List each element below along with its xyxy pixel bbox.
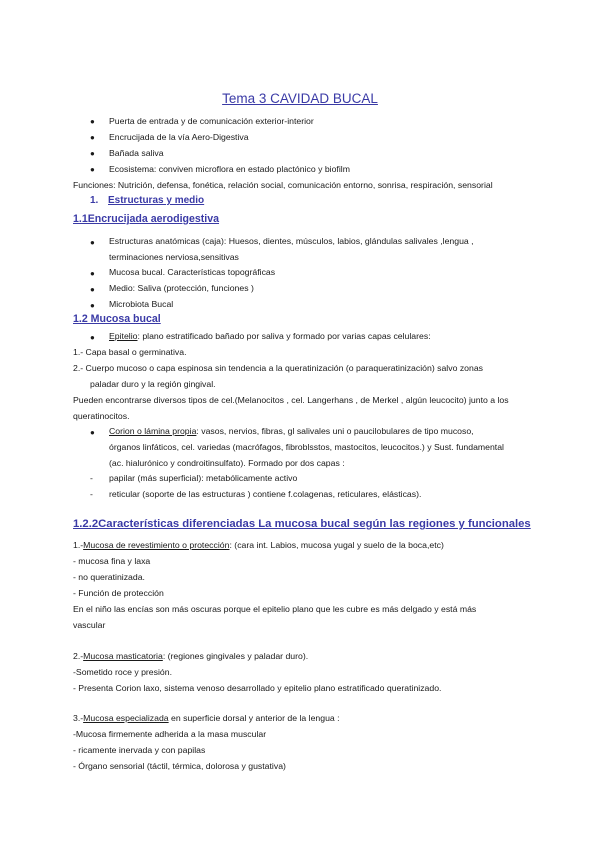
corion-description: : vasos, nervios, fibras, gl salivales uni o paucilobulares de tipo mucoso, [196,426,474,436]
bullet-icon: ● [90,149,95,158]
subsection-1-2-heading: 1.2 Mucosa bucal [73,313,161,325]
capa-basal: 1.- Capa basal o germinativa. [73,347,187,357]
intro-bullet-4: Ecosistema: conviven microflora en estado plactónico y biofilm [109,164,350,174]
bullet-icon: ● [90,333,95,342]
item-3-term: Mucosa especializada [83,713,169,723]
intro-bullet-1: Puerta de entrada y de comunicación exterior-interior [109,116,314,126]
item-1-prefix: 1.- [73,540,84,550]
structures-bullet-line1: Estructuras anatómicas (caja): Huesos, dientes, músculos, labios, glándulas salivales ,lengua , [109,236,474,246]
item-3-point-3: - Órgano sensorial (táctil, térmica, dolorosa y gustativa) [73,761,286,771]
epitelio-term: Epitelio [109,331,138,341]
papilar-layer: papilar (más superficial): metabólicamente activo [109,473,298,483]
dash-marker: - [90,489,93,499]
item-1-term: Mucosa de revestimiento o protección [83,540,230,550]
corion-line3: (ac. hialurónico y condroitinsulfato). Formado por dos capas : [109,458,345,468]
item-3-heading [73,710,340,726]
corion-term: Corion o lámina propia [109,426,197,436]
item-1-description: : (cara int. Labios, mucosa yugal y suelo de la boca,etc) [229,540,444,550]
mucosa-bullet: Mucosa bucal. Características topográficas [109,267,276,277]
item-2-prefix: 2.- [73,651,84,661]
bullet-icon: ● [90,301,95,310]
intro-bullet-2: Encrucijada de la vía Aero-Digestiva [109,132,249,142]
item-2-point-1: -Sometido roce y presión. [73,667,172,677]
epitelio-description: : plano estratificado bañado por saliva y formado por varias capas celulares: [137,331,431,341]
microbiota-bullet: Microbiota Bucal [109,299,174,309]
bullet-icon: ● [90,238,95,247]
item-2-term: Mucosa masticatoria [83,651,163,661]
item-1-point-3: - Función de protección [73,588,164,598]
corion-line2: órganos linfáticos, cel. variedas (macrófagos, fibroblsstos, mastocitos, leucocitos.) y Sust. fundamental [109,442,504,452]
reticular-layer: reticular (soporte de las estructuras ) contiene f.colagenas, reticulares, elásticas). [109,489,422,499]
item-2-description: : (regiones gingivales y paladar duro). [162,651,309,661]
cuerpo-mucoso-line1: 2.- Cuerpo mucoso o capa espinosa sin tendencia a la queratinización (o paraqueratinización) salvo zonas [73,363,484,373]
corion-line1 [109,423,474,439]
item-1-heading [73,537,444,553]
cuerpo-mucoso-line2: paladar duro y la región gingival. [90,379,216,389]
item-2-point-2: - Presenta Corion laxo, sistema venoso desarrollado y epitelio plano estratificado queratinizado. [73,683,442,693]
tipos-cel-line1: Pueden encontrarse diversos tipos de cel.(Melanocitos , cel. Langerhans , de Merkel , algún leucocito) junto a los [73,395,509,405]
section-1-number: 1. [90,195,99,206]
item-3-point-1: -Mucosa firmemente adherida a la masa muscular [73,729,267,739]
tipos-cel-line2: queratinocitos. [73,411,130,421]
dash-marker: - [90,473,93,483]
item-1-point-2: - no queratinizada. [73,572,145,582]
bullet-icon: ● [90,285,95,294]
section-1-heading: Estructuras y medio [108,195,205,206]
epitelio-line [109,328,431,344]
bullet-icon: ● [90,428,95,437]
item-1-note-line1: En el niño las encías son más oscuras porque el epitelio plano que les cubre es más delgado y está más [73,604,477,614]
item-3-prefix: 3.- [73,713,84,723]
bullet-icon: ● [90,269,95,278]
item-3-point-2: - ricamente inervada y con papilas [73,745,206,755]
item-2-heading [73,648,308,664]
subsection-1-2-2-heading: 1.2.2Características diferenciadas La mucosa bucal según las regiones y funcionales [73,518,531,530]
medio-bullet: Medio: Saliva (protección, funciones ) [109,283,254,293]
item-3-description: en superficie dorsal y anterior de la lengua : [168,713,340,723]
bullet-icon: ● [90,117,95,126]
item-1-point-1: - mucosa fina y laxa [73,556,151,566]
bullet-icon: ● [90,133,95,142]
item-1-note-line2: vascular [73,620,106,630]
structures-bullet-line2: terminaciones nerviosa,sensitivas [109,252,239,262]
bullet-icon: ● [90,165,95,174]
subsection-1-1-heading: 1.1Encrucijada aerodigestiva [73,213,220,225]
page-title: Tema 3 CAVIDAD BUCAL [222,91,378,106]
funciones-text: Funciones: Nutrición, defensa, fonética, relación social, comunicación entorno, sonrisa, respiración, sensorial [73,180,493,190]
intro-bullet-3: Bañada saliva [109,148,164,158]
